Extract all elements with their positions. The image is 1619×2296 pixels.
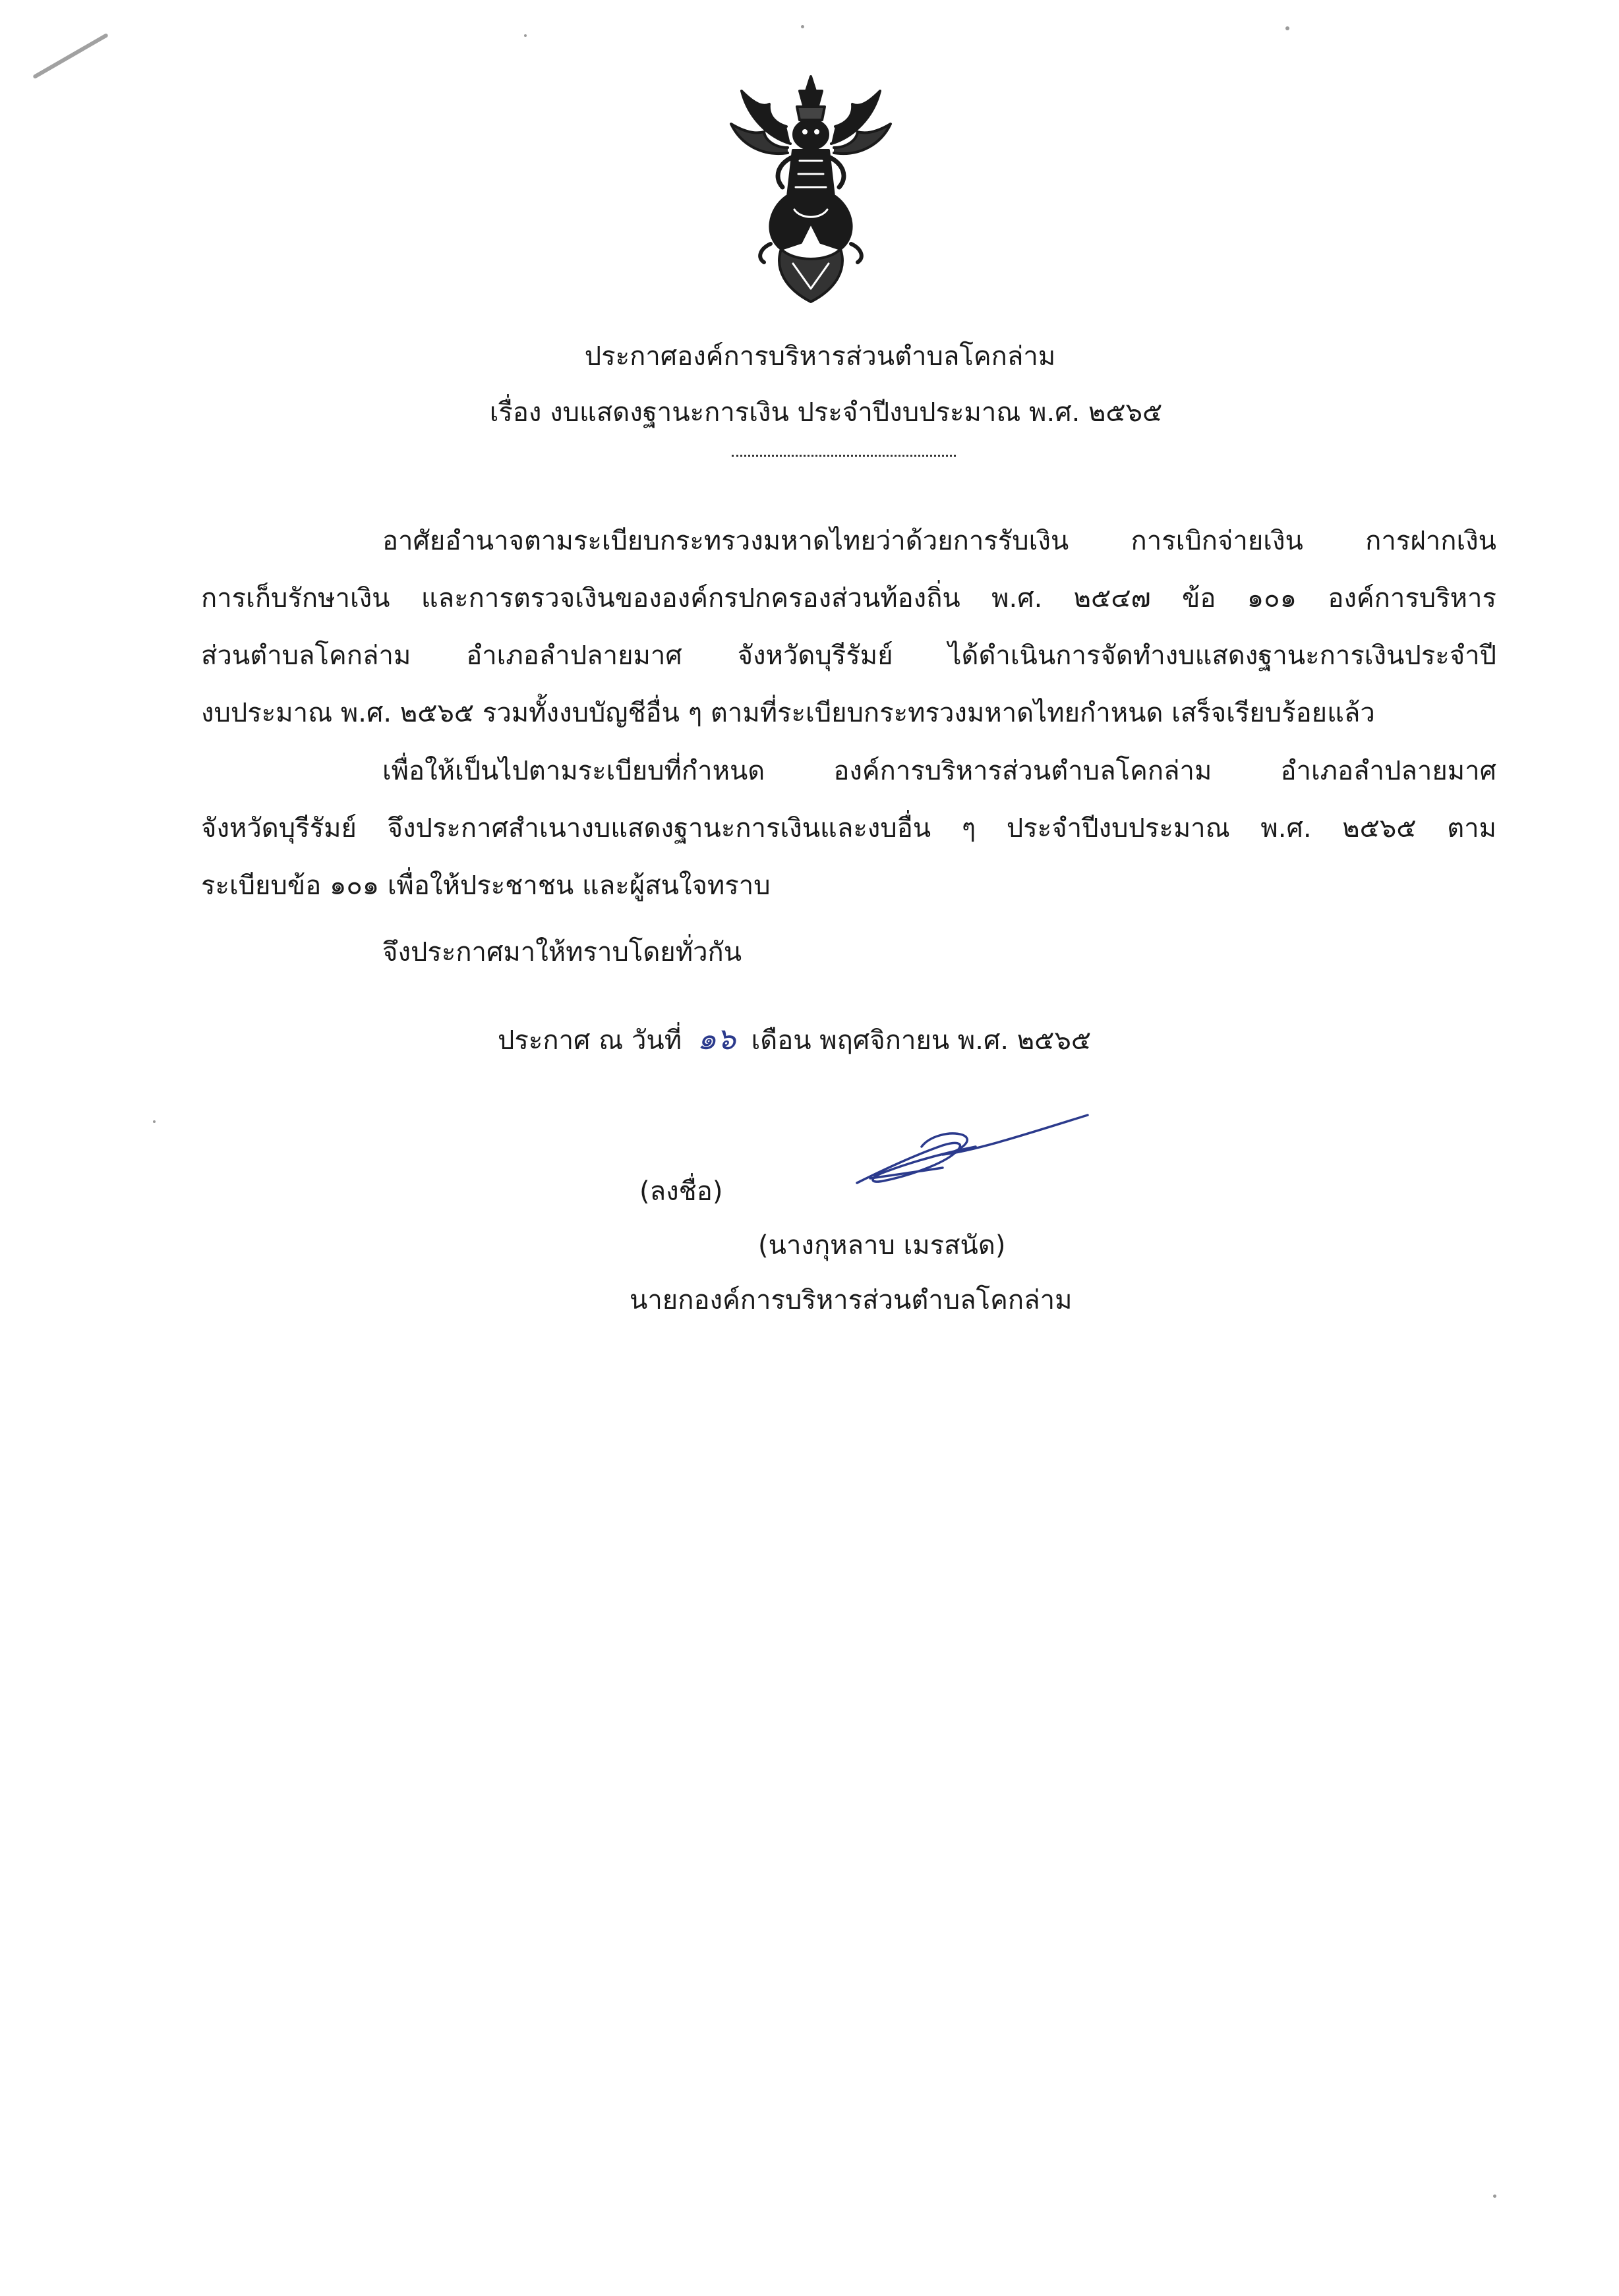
handwritten-signature-icon bbox=[844, 1107, 1107, 1193]
body-paragraph-1 bbox=[201, 513, 1496, 742]
announcement-subject: เรื่อง งบแสดงฐานะการเงิน ประจำปีงบประมาณ พ.ศ. ๒๕๖๕ bbox=[489, 397, 1163, 428]
paragraph-line: การเก็บรักษาเงิน และการตรวจเงินขององค์กรปกครองส่วนท้องถิ่น พ.ศ. ๒๕๔๗ ข้อ ๑๐๑ องค์การบริหาร bbox=[201, 583, 1496, 614]
signer-position: นายกองค์การบริหารส่วนตำบลโคกล่าม bbox=[630, 1285, 1073, 1315]
date-prefix: ประกาศ ณ วันที่ bbox=[498, 1025, 682, 1056]
date-day-handwritten: ๑๖ bbox=[697, 1021, 736, 1056]
paragraph-line: อาศัยอำนาจตามระเบียบกระทรวงมหาดไทยว่าด้วยการรับเงิน การเบิกจ่ายเงิน การฝากเงิน bbox=[382, 526, 1496, 556]
signer-name: (นางกุหลาบ เมรสนัด) bbox=[758, 1230, 1006, 1261]
scan-speck bbox=[524, 34, 527, 37]
body-paragraph-2 bbox=[201, 743, 1496, 915]
paragraph-line: งบประมาณ พ.ศ. ๒๕๖๕ รวมทั้งงบบัญชีอื่น ๆ ตามที่ระเบียบกระทรวงมหาดไทยกำหนด เสร็จเรียบร้อยแล้ว bbox=[201, 698, 1375, 728]
date-suffix: เดือน พฤศจิกายน พ.ศ. ๒๕๖๕ bbox=[751, 1025, 1092, 1056]
scan-speck bbox=[1493, 2195, 1496, 2198]
garuda-emblem-icon bbox=[722, 71, 900, 308]
scan-speck bbox=[153, 1120, 156, 1123]
scan-mark bbox=[32, 33, 109, 79]
paragraph-line: ส่วนตำบลโคกล่าม อำเภอลำปลายมาศ จังหวัดบุรีรัมย์ ได้ดำเนินการจัดทำงบแสดงฐานะการเงินประจำปี bbox=[201, 641, 1496, 671]
announcement-date bbox=[498, 1015, 1091, 1063]
scan-speck bbox=[801, 25, 804, 28]
paragraph-line: จังหวัดบุรีรัมย์ จึงประกาศสำเนางบแสดงฐานะการเงินและงบอื่น ๆ ประจำปีงบประมาณ พ.ศ. ๒๕๖๕ ตาม bbox=[201, 813, 1496, 844]
dotted-separator bbox=[732, 455, 956, 457]
paragraph-line: ระเบียบข้อ ๑๐๑ เพื่อให้ประชาชน และผู้สนใจทราบ bbox=[201, 871, 771, 901]
scan-speck bbox=[1285, 26, 1289, 30]
signature-label: (ลงชื่อ) bbox=[639, 1176, 723, 1207]
closing-statement: จึงประกาศมาให้ทราบโดยทั่วกัน bbox=[382, 937, 742, 967]
announcement-title: ประกาศองค์การบริหารส่วนตำบลโคกล่าม bbox=[584, 341, 1056, 372]
paragraph-line: เพื่อให้เป็นไปตามระเบียบที่กำหนด องค์การบริหารส่วนตำบลโคกล่าม อำเภอลำปลายมาศ bbox=[382, 756, 1496, 786]
